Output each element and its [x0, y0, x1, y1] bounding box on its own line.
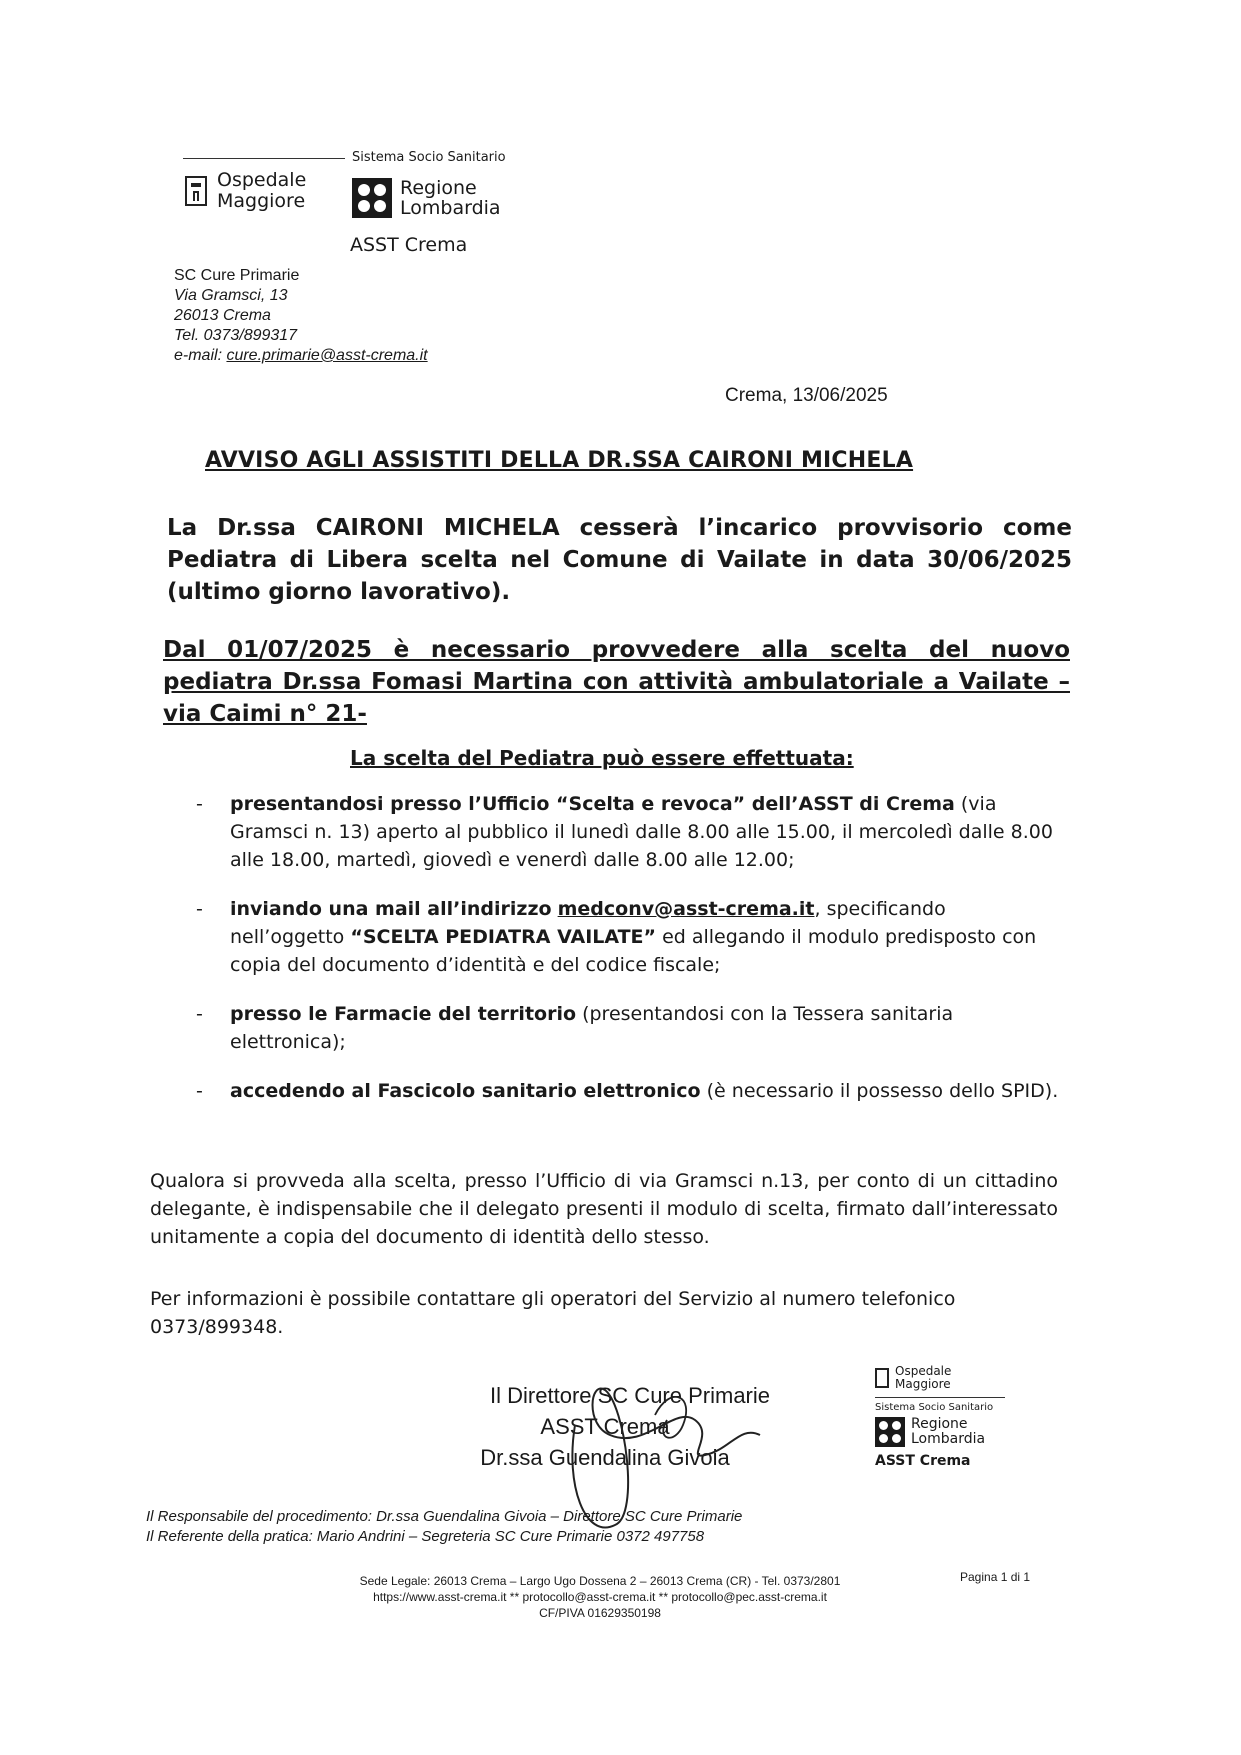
city: 26013 Crema	[174, 307, 271, 324]
signature-role: Il Direttore SC Cure Primarie	[490, 1383, 770, 1408]
responsible-block	[146, 1507, 742, 1547]
address-block	[174, 266, 428, 366]
signature-org: ASST Crema	[540, 1414, 670, 1439]
notice-title: AVVISO AGLI ASSISTITI DELLA DR.SSA CAIRONI MICHELA	[205, 448, 914, 473]
page-number: Pagina 1 di 1	[960, 1570, 1031, 1584]
unit-name: SC Cure Primarie	[174, 267, 300, 284]
street: Via Gramsci, 13	[174, 287, 288, 304]
footer-vat: CF/PIVA 01629350198	[539, 1606, 661, 1620]
asst-label: ASST Crema	[350, 234, 468, 256]
paragraph-information: Per informazioni è possibile contattare gli operatori del Servizio al numero telefonico 0373/899348.	[150, 1288, 956, 1338]
ospedale-icon	[875, 1368, 889, 1388]
regione-rose-icon	[875, 1417, 905, 1447]
email-link[interactable]: cure.primarie@asst-crema.it	[226, 347, 428, 364]
header-divider	[183, 158, 345, 159]
paragraph-cessation: La Dr.ssa CAIRONI MICHELA cesserà l’incarico provvisorio come Pediatra di Libera scelta nel Comune di Vailate in data 30/06/2025 (ultimo giorno lavorativo).	[167, 515, 1072, 605]
footer-web[interactable]: https://www.asst-crema.it ** protocollo@asst-crema.it ** protocollo@pec.asst-crema.it	[373, 1590, 827, 1604]
regione-text: Regione Lombardia	[400, 177, 501, 219]
letter-date: Crema, 13/06/2025	[725, 385, 888, 406]
email-line: e-mail: cure.primarie@asst-crema.it	[174, 347, 428, 364]
ospedale-text: Ospedale Maggiore	[217, 169, 307, 212]
medconv-email-link[interactable]: medconv@asst-crema.it	[557, 898, 815, 920]
ospedale-logo	[185, 170, 306, 212]
list-item: - presentandosi presso l’Ufficio “Scelta e revoca” dell’ASST di Crema (via Gramsci n. 13) aperto al pubblico il lunedì dalle 8.00 alle 15.00, il mercoledì dalle 8.00 alle 18.00, martedì, giovedì e venerdì dalle 8.00 alle 12.00;	[196, 793, 1053, 871]
footer-address: Sede Legale: 26013 Crema – Largo Ugo Dossena 2 – 26013 Crema (CR) - Tel. 0373/2801	[359, 1574, 841, 1588]
choice-subheading: La scelta del Pediatra può essere effettuata:	[350, 746, 854, 770]
ospedale-icon	[185, 176, 207, 206]
paragraph-new-pediatrician: Dal 01/07/2025 è necessario provvedere alla scelta del nuovo pediatra Dr.ssa Fomasi Martina con attività ambulatoriale a Vailate –via Caimi n° 21-	[163, 637, 1070, 727]
regione-logo	[352, 178, 501, 218]
stamp-logo: Ospedale Maggiore Sistema Socio Sanitario Regione Lombardia ASST Crema	[875, 1365, 1005, 1469]
regione-rose-icon	[352, 178, 392, 218]
list-item: - accedendo al Fascicolo sanitario elettronico (è necessario il possesso dello SPID).	[196, 1080, 1059, 1102]
signature-name: Dr.ssa Guendalina Givoia	[480, 1445, 730, 1470]
referente-line: Il Referente della pratica: Mario Andrini – Segreteria SC Cure Primarie 0372 497758	[146, 1528, 705, 1545]
paragraph-delegation: Qualora si provveda alla scelta, presso l’Ufficio di via Gramsci n.13, per conto di un cittadino delegante, è indispensabile che il delegato presenti il modulo di scelta, firmato dall’interessato unitamente a copia del documento di identità dello stesso.	[150, 1170, 1058, 1248]
list-item: - inviando una mail all’indirizzo medconv@asst-crema.it, specificando nell’oggetto “SCELTA PEDIATRA VAILATE” ed allegando il modulo predisposto con copia del documento d’identità e del codice fiscale;	[196, 898, 1037, 976]
sistema-label: Sistema Socio Sanitario	[352, 150, 506, 165]
phone: Tel. 0373/899317	[174, 327, 298, 344]
responsabile-line: Il Responsabile del procedimento: Dr.ssa Guendalina Givoia – Direttore SC Cure Primarie	[146, 1508, 743, 1525]
list-item: - presso le Farmacie del territorio (presentandosi con la Tessera sanitaria elettronica);	[196, 1003, 954, 1053]
footer	[300, 1573, 900, 1621]
